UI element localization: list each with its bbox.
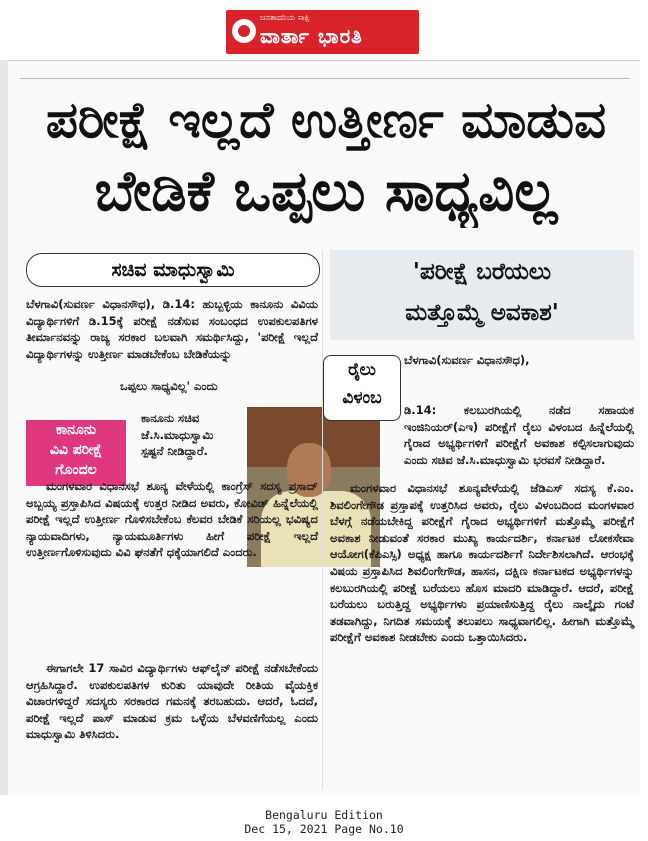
headline-line-2: ಬೇಡಿಕೆ ಒಪ್ಪಲು ಸಾಧ್ಯವಿಲ್ಲ <box>94 159 558 224</box>
highlight-line-3: ಗೊಂದಲ <box>55 462 97 478</box>
byline-box <box>26 253 320 287</box>
headline-line-1: ಪರೀಕ್ಷೆ ಇಲ್ಲದೆ ಉತ್ತೀರ್ಣ ಮಾಡುವ <box>45 91 607 149</box>
right-headline-line-1: 'ಪರೀಕ್ಷೆ ಬರೆಯಲು <box>412 259 552 285</box>
column-divider <box>322 250 323 790</box>
left-paragraph-1-end: ಕಾನೂನು ಸಚಿವ ಜೆ.ಸಿ.ಮಾಧುಸ್ವಾಮಿ ಸ್ಪಷ್ಟನೆ ನೀಡಿದ್ದಾರೆ. <box>141 411 214 459</box>
right-paragraph-2: ಡಿ.14: ಕಲಬುರಗಿಯಲ್ಲಿ ನಡೆದ ಸಹಾಯಕ ಇಂಜಿನಿಯರ್(ಎಇ) ಪರೀಕ್ಷೆಗೆ ರೈಲು ವಿಳಂಬದ ಹಿನ್ನೆಲೆಯಲ್ಲಿ ಗೈರಾದ ಅಭ್ಯರ್ಥಿಗಳಿಗೆ ಪರೀಕ್ಷೆಗೆ ಅವಕಾಶ ಕಲ್ಪಿಸಲಾಗುವುದು ಎಂದು ಸಚಿವ ಜೆ.ಸಿ.ಮಾಧುಸ್ವಾಮಿ ಭರವಸೆ ನೀಡಿದ್ದಾರೆ. <box>404 403 634 467</box>
left-paragraph-1-cont: ಒಪ್ಪಲು ಸಾಧ್ಯವಿಲ್ಲ' ಎಂದು <box>120 379 218 393</box>
left-paragraph-3: ಈಗಾಗಲೇ 17 ಸಾವಿರ ವಿದ್ಯಾರ್ಥಿಗಳು ಆಫ್‌ಲೈನ್ ಪರೀಕ್ಷೆ ನಡೆಸಬೇಕೆಂದು ಆಗ್ರಹಿಸಿದ್ದಾರೆ. ಉಪಕುಲಪತಿಗಳ ಕುರಿತು ಯಾವುದೇ ರೀತಿಯ ವೈಯಕ್ತಿಕ ವಿಚಾರಗಳಿದ್ದರೆ ಸದಸ್ಯರು ಸರಕಾರದ ಗಮನಕ್ಕೆ ತರಬಹುದು. ಆದರೆ, ಓದದೆ, ಪರೀಕ್ಷೆ ಇಲ್ಲದೆ ಪಾಸ್ ಮಾಡುವ ಕ್ರಮ ಒಳ್ಳೆಯ ಬೆಳವಣಿಗೆಯಲ್ಲ ಎಂದು ಮಾಧುಸ್ವಾಮಿ ತಿಳಿಸಿದರು. <box>26 661 318 742</box>
clipping-edge <box>0 60 8 795</box>
byline: ಸಚಿವ ಮಾಧುಸ್ವಾಮಿ <box>111 259 235 281</box>
footer-edition: Bengaluru Edition <box>265 808 383 822</box>
top-rule <box>20 78 630 79</box>
highlight-line-1: ಕಾನೂನು <box>55 422 97 438</box>
footer-date-page: Dec 15, 2021 Page No.10 <box>244 822 404 836</box>
left-paragraph-1: ಬೆಳಗಾವಿ(ಸುವರ್ಣ ವಿಧಾನಸೌಧ), ಡಿ.14: ಹುಬ್ಬಳ್ಳಿಯ ಕಾನೂನು ವಿವಿಯ ವಿದ್ಯಾರ್ಥಿಗಳಿಗೆ ಡಿ.15ಕ್ಕೆ ಪರೀಕ್ಷೆ ನಡೆಸುವ ಸಂಬಂಧದ ಉಪಕುಲಪತಿಗಳ ತೀರ್ಮಾನವನ್ನು ರಾಜ್ಯ ಸರಕಾರ ಬಲವಾಗಿ ಸಮರ್ಥಿಸಿದ್ದು, 'ಪರೀಕ್ಷೆ ಇಲ್ಲದೆ ವಿದ್ಯಾರ್ಥಿಗಳನ್ನು ಉತ್ತೀರ್ಣ ಮಾಡಬೇಕೆಂಬ ಬೇಡಿಕೆಯನ್ನು <box>26 297 318 361</box>
highlight-line-2: ವಿವಿ ಪರೀಕ್ಷೆ <box>49 442 103 458</box>
logo-emblem-icon <box>232 19 256 43</box>
right-paragraph-3: ಮಂಗಳವಾರ ವಿಧಾನಸಭೆ ಶೂನ್ಯವೇಳೆಯಲ್ಲಿ ಜೆಡಿಎಸ್ ಸದಸ್ಯ ಕೆ.ಎಂ. ಶಿವಲಿಂಗೇಗೌಡ ಪ್ರಸ್ತಾಪಕ್ಕೆ ಉತ್ತರಿಸಿದ ಅವರು, ರೈಲು ವಿಳಂಬದಿಂದ ಮಂಗಳವಾರ ಬೆಳಗ್ಗೆ ನಡೆಯಬೇಕಿದ್ದ ಪರೀಕ್ಷೆಗೆ ಗೈರಾದ ಅಭ್ಯರ್ಥಿಗಳಿಗೆ ಮತ್ತೊಮ್ಮೆ ಪರೀಕ್ಷೆಗೆ ಅವಕಾಶ ನೀಡುವಂತೆ ಸರಕಾರ ಮುಖ್ಯ ಕಾರ್ಯದರ್ಶಿ, ಕರ್ನಾಟಕ ಲೋಕಸೇವಾ ಆಯೋಗ(ಕೆಪಿಎಸ್ಸಿ) ಅಧ್ಯಕ್ಷ ಹಾಗೂ ಕಾರ್ಯದರ್ಶಿಗೆ ನಿರ್ದೇಶಿಸಲಾಗಿದೆ. ಆರಂಭಕ್ಕೆ ವಿಷಯ ಪ್ರಸ್ತಾಪಿಸಿದ ಶಿವಲಿಂಗೇಗೌಡ, ಹಾಸನ, ದಕ್ಷಿಣ ಕರ್ನಾಟಕದ ಅಭ್ಯರ್ಥಿಗಳನ್ನು ಕಲಬುರಗಿಯಲ್ಲಿ ಪರೀಕ್ಷೆ ಬರೆಯಲು ಹೊಸ ಮಾದರಿ ಮಾಡಿದ್ದಾರೆ. ಆದರೆ, ಪರೀಕ್ಷೆ ಬರೆಯಲು ಬರುತ್ತಿದ್ದ ಅಭ್ಯರ್ಥಿಗಳು ಪ್ರಯಾಣಿಸುತ್ತಿದ್ದ ರೈಲು ನಾಲ್ಕೈದು ಗಂಟೆ ತಡವಾಗಿದ್ದು, ನಿಗದಿತ ಸಮಯಕ್ಕೆ ತಲುಪಲು ಸಾಧ್ಯವಾಗಲಿಲ್ಲ. ಹೀಗಾಗಿ ಮತ್ತೊಮ್ಮೆ ಪರೀಕ್ಷೆಗೆ ಅವಕಾಶ ನೀಡಬೇಕು ಎಂದು ಒತ್ತಾಯಿಸಿದರು. <box>330 481 634 645</box>
masthead-logo <box>226 10 419 54</box>
right-paragraph-1: ಬೆಳಗಾವಿ(ಸುವರ್ಣ ವಿಧಾನಸೌಧ), <box>404 353 530 367</box>
highlight-box <box>26 420 126 486</box>
rail-delay-tag <box>323 355 401 421</box>
masthead-tagline: ಜನತಾದನಿಯ ಸಾಕ್ಷಿ <box>260 13 310 22</box>
rail-tag-line-1: ರೈಲು <box>348 360 376 380</box>
rail-tag-line-2: ವಿಳಂಬ <box>342 388 382 408</box>
right-headline-line-2: ಮತ್ತೊಮ್ಮೆ ಅವಕಾಶ' <box>405 300 559 326</box>
left-paragraph-2: ಮಂಗಳವಾರ ವಿಧಾನಸಭೆ ಶೂನ್ಯ ವೇಳೆಯಲ್ಲಿ ಕಾಂಗ್ರೆಸ್ ಸದಸ್ಯ ಪ್ರಸಾದ್ ಅಬ್ಬಯ್ಯ ಪ್ರಸ್ತಾಪಿಸಿದ ವಿಷಯಕ್ಕೆ ಉತ್ತರ ನೀಡಿದ ಅವರು, ಕೋವಿಡ್ ಹಿನ್ನೆಲೆಯಲ್ಲಿ ಪರೀಕ್ಷೆ ಇಲ್ಲದೆ ಉತ್ತೀರ್ಣ ಗೊಳಿಸಬೇಕೆಂಬ ಕೆಲವರ ಬೇಡಿಕೆ ಸರಿಯಲ್ಲ ಭವಿಷ್ಯದ ನ್ಯಾಯವಾದಿಗಳು, ನ್ಯಾಯಮೂರ್ತಿಗಳು ಹೀಗೆ ಪರೀಕ್ಷೆ ಇಲ್ಲದೆ ಉತ್ತೀರ್ಣಗೊಳಿಸುವುದು ವಿವಿ ಘನತೆಗೆ ಧಕ್ಕೆಯಾಗಲಿದೆ ಎಂದರು. <box>26 479 318 560</box>
masthead-name: ವಾರ್ತಾ ಭಾರತಿ <box>260 24 363 48</box>
